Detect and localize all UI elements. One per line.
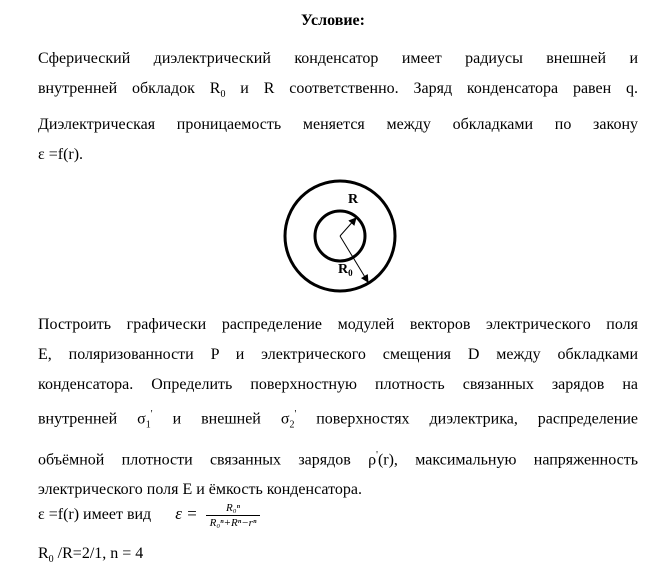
sigma1-prime: ' [150,409,153,420]
task-line-3: конденсатора. Определить поверхностную плотность связанных зарядов на [38,376,638,393]
formula-lead: ε =f(r) имеет вид [38,506,152,524]
task-line-6: электрического поля E и ёмкость конденсатора. [38,480,362,498]
permittivity-formula [38,502,260,529]
param-r-subscript: 0 [48,554,54,566]
statement-line-3: Диэлектрическая проницаемость меняется между обкладками по закону [38,116,638,134]
statement-line-2a: внутренней обкладок R [38,80,221,97]
task-line-4b: и внешней σ [152,410,290,428]
formula-lhs: ε = [175,504,198,524]
statement-line-4: ε =f(r). [38,146,84,164]
sigma2-subscript: 2 [289,419,295,431]
task-line-4 [38,400,638,441]
task-line-1: Построить графически распределение модулей векторов электрического поля [38,316,638,333]
subscript-zero: 0 [220,89,226,101]
param-r: R [38,545,49,562]
statement-line-2b: и R соответственно. Заряд конденсатора равен q. [225,80,639,97]
given-parameters [38,545,143,565]
formula-denominator: R₀ⁿ+Rⁿ−rⁿ [209,517,257,529]
task-line-2: E, поляризованности P и электрического смещения D между обкладками [38,346,638,363]
condition-heading: Условие: [301,12,365,29]
inner-radius-label: R [348,192,359,207]
capacitor-diagram [280,176,400,296]
rho-prime: ' [376,449,378,461]
formula-fraction [206,502,261,529]
problem-statement [38,44,638,170]
task-line-4c: поверхностях диэлектрика, распределение [296,410,639,428]
formula-numerator: R₀ⁿ [206,502,261,516]
sigma2-prime: ' [294,409,297,420]
inner-radius-arrow [340,218,356,236]
task-line-5 [38,441,638,475]
task-line-4a: внутренней σ [38,410,146,428]
task-statement [38,310,638,505]
task-line-5b: (r), максимальную напряженность [377,450,638,468]
task-line-5a: объёмной плотности связанных зарядов ρ [38,450,377,468]
sigma1-subscript: 1 [145,419,151,431]
statement-line-2 [38,74,638,110]
outer-radius-label: $R_0$ [338,262,353,278]
param-values: /R=2/1, n = 4 [53,545,144,562]
statement-line-1: Сферический диэлектрический конденсатор имеет радиусы внешней и [38,50,638,67]
